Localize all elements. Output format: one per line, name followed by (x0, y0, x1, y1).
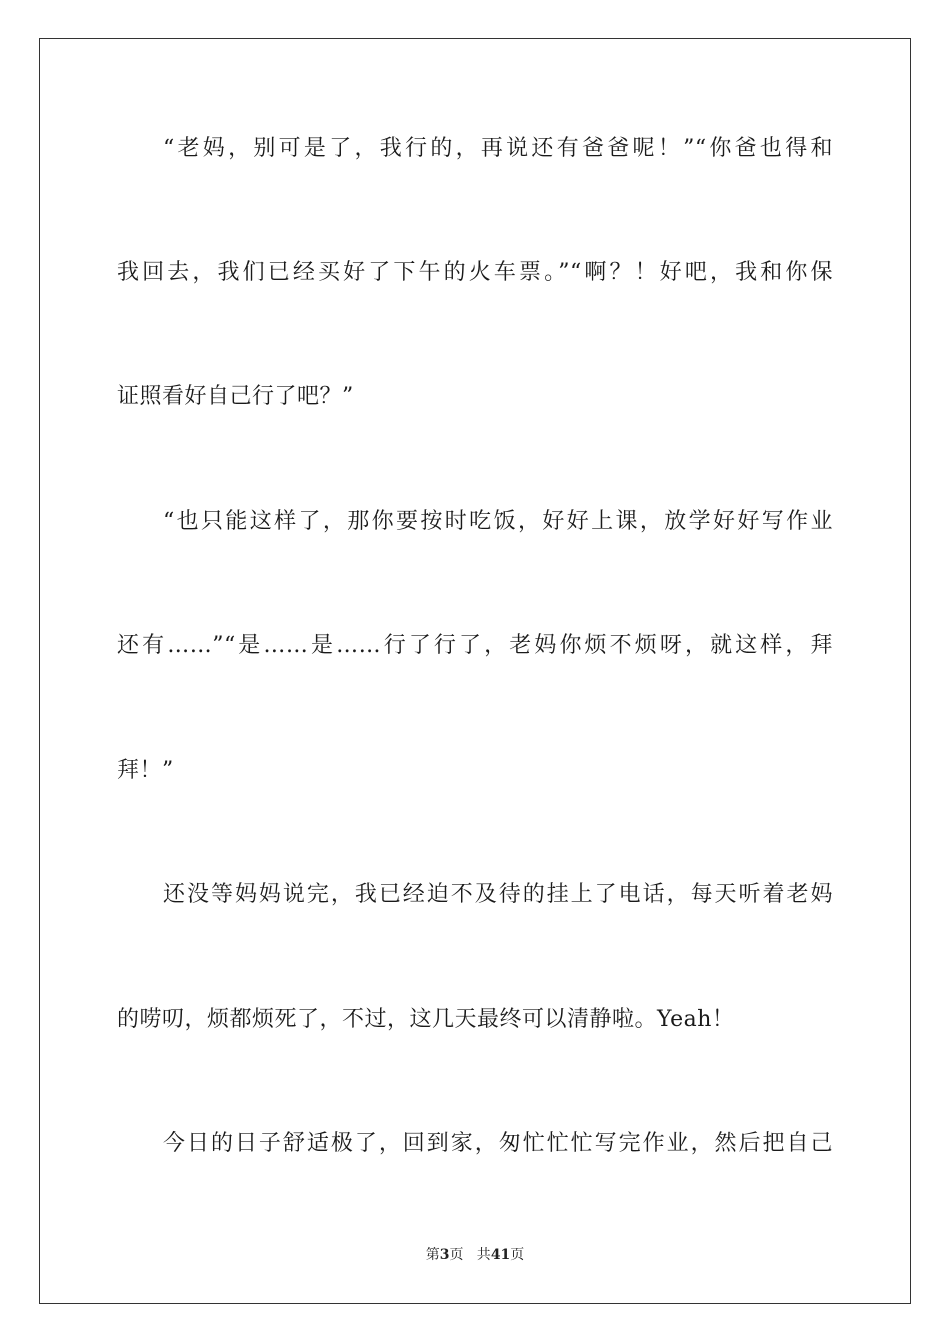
page-border (39, 38, 911, 1304)
footer-mid: 页 共 (449, 1247, 491, 1263)
text-line-9: 今日的日子舒适极了，回到家，匆忙忙忙写完作业，然后把自己 (163, 1131, 833, 1156)
text-line-1: “老妈，别可是了，我行的，再说还有爸爸呢！”“你爸也得和 (163, 136, 833, 161)
footer-prefix: 第 (425, 1247, 440, 1263)
total-page-count: 41 (490, 1247, 511, 1263)
page-footer (0, 1245, 950, 1265)
text-line-2: 我回去，我们已经买好了下午的火车票。”“啊？！好吧，我和你保 (117, 260, 833, 285)
text-line-5: 还有……”“是……是……行了行了，老妈你烦不烦呀，就这样，拜 (117, 633, 833, 658)
text-line-4: “也只能这样了，那你要按时吃饭，好好上课，放学好好写作业 (163, 509, 833, 534)
text-line-7: 还没等妈妈说完，我已经迫不及待的挂上了电话，每天听着老妈 (163, 882, 833, 907)
text-line-6: 拜！” (117, 758, 174, 783)
text-line-8: 的唠叨，烦都烦死了，不过，这几天最终可以清静啦。Yeah！ (117, 1007, 735, 1032)
text-line-3: 证照看好自己行了吧？” (117, 384, 354, 409)
footer-suffix: 页 (510, 1247, 525, 1263)
current-page-number: 3 (439, 1247, 450, 1263)
